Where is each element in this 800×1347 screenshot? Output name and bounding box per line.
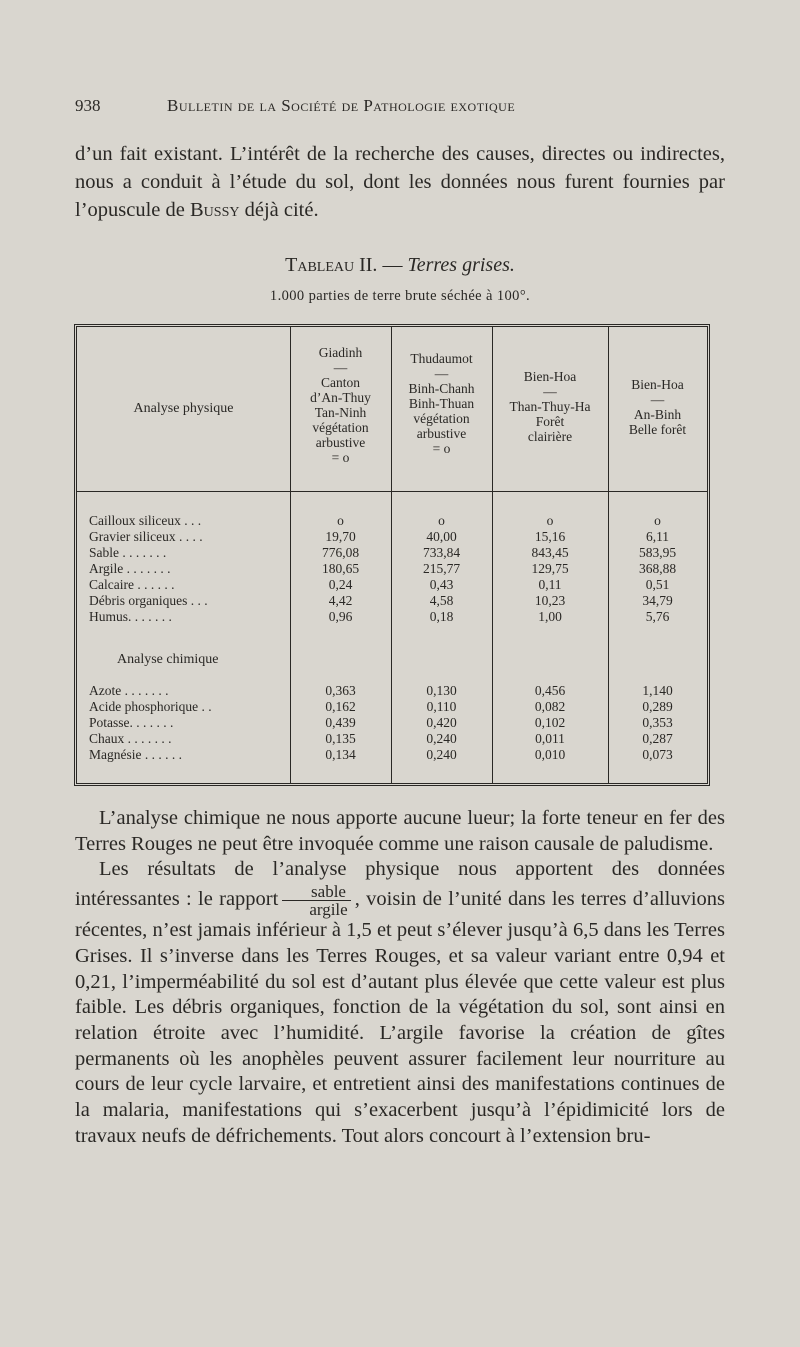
column-header-4 bbox=[608, 377, 707, 437]
cell: 129,75 bbox=[531, 561, 569, 576]
col4-line: An-Binh bbox=[633, 407, 682, 422]
cell: 0,073 bbox=[642, 747, 673, 762]
cell: o bbox=[654, 513, 661, 528]
cell: 34,79 bbox=[642, 593, 673, 608]
cell: 0,010 bbox=[534, 747, 566, 762]
cell: 0,11 bbox=[538, 577, 562, 592]
row-label: Azote . . . . . . . bbox=[89, 683, 169, 698]
fraction-denominator: argile bbox=[309, 900, 348, 920]
cell: 0,135 bbox=[325, 731, 356, 746]
col1-line: Tan-Ninh bbox=[314, 405, 367, 420]
cell: o bbox=[438, 513, 445, 528]
row-label: Argile . . . . . . . bbox=[89, 561, 171, 576]
cell: 10,23 bbox=[534, 593, 566, 608]
cell: 0,96 bbox=[328, 609, 353, 624]
physical-col-3 bbox=[492, 513, 608, 625]
cell: 583,95 bbox=[638, 545, 677, 560]
cell: 0,363 bbox=[325, 683, 356, 698]
row-label: Magnésie . . . . . . bbox=[89, 747, 182, 762]
cell: 0,456 bbox=[534, 683, 566, 698]
col2-line: Binh-Chanh bbox=[408, 381, 475, 396]
chemical-col-1 bbox=[290, 683, 391, 763]
col1-line: — bbox=[333, 360, 348, 375]
physical-row-labels bbox=[89, 513, 289, 625]
paragraph-2-start: Les résultats de l’analyse physique nous apportent des données intéressantes : le rapport bbox=[75, 858, 725, 911]
col1-line: Canton bbox=[321, 375, 360, 390]
col4-line: Bien-Hoa bbox=[631, 377, 684, 392]
cell: 15,16 bbox=[534, 529, 566, 544]
cell: o bbox=[546, 513, 554, 528]
row-label: Chaux . . . . . . . bbox=[89, 731, 172, 746]
sand-clay-ratio-fraction bbox=[282, 883, 350, 918]
intro-text-1: d’un fait existant. L’intérêt de la recherche des causes, directes ou indirectes, nous a conduit à l’étude du sol, dont les données nous furent fournies par l’opuscule de bbox=[75, 143, 725, 221]
cell: 6,11 bbox=[645, 529, 670, 544]
body-text bbox=[75, 806, 725, 1149]
column-header-3 bbox=[492, 369, 608, 444]
table-title-italic: Terres grises. bbox=[407, 254, 515, 276]
physical-col-2 bbox=[391, 513, 492, 625]
cell: 4,42 bbox=[328, 593, 353, 608]
cell: 0,43 bbox=[429, 577, 454, 592]
row-label: Gravier siliceux . . . . bbox=[89, 529, 203, 544]
col1-line: Giadinh bbox=[318, 345, 363, 360]
cell: 0,134 bbox=[325, 747, 356, 762]
col3-line: clairière bbox=[527, 429, 573, 444]
intro-text-2: déjà cité. bbox=[239, 199, 319, 221]
section-header-chemical: Analyse chimique bbox=[117, 652, 219, 667]
chemical-col-3 bbox=[492, 683, 608, 763]
cell: 0,011 bbox=[535, 731, 565, 746]
cell: 776,08 bbox=[321, 545, 360, 560]
table-title-dash: — bbox=[377, 254, 408, 276]
cell: 5,76 bbox=[645, 609, 670, 624]
cell: 1,140 bbox=[642, 683, 673, 698]
col2-line: végétation bbox=[413, 411, 470, 426]
col1-line: d’An-Thuy bbox=[310, 390, 371, 405]
cell: 0,24 bbox=[328, 577, 353, 592]
row-label: Potasse. . . . . . . bbox=[89, 715, 174, 730]
cell: 0,353 bbox=[642, 715, 673, 730]
paragraph-2-end: , voisin de l’unité dans les terres d’alluvions récentes, n’est jamais inférieur à 1,5 et peut s’élever jusqu’à 6,5 dans les Terres Grises. Il s’inverse dans les Terres Rouges, et sa valeur variant entre 0,94 et 0,21, l’imperméabilité du sol est d’autant plus élevée que cette valeur est plus faible. Les débris organiques, fonction de la végétation du sol, sont ainsi en relation étroite avec l’humidité. L’argile favorise la création de gîtes permanents où les anophèles peuvent assurer facilement leur nourriture au cours de leur cycle larvaire, et entretient ainsi des manifestations continues de la malaria, manifestations qui s’exacerbent jusqu’à l’épidimicité lors de travaux neufs de défrichements. Tout alors concourt à l’extension bru- bbox=[75, 888, 725, 1147]
col2-line: Thudaumot bbox=[410, 351, 473, 366]
col3-line: Bien-Hoa bbox=[523, 369, 577, 384]
cell: 0,240 bbox=[426, 731, 457, 746]
chemical-col-2 bbox=[391, 683, 492, 763]
row-label: Calcaire . . . . . . bbox=[89, 577, 175, 592]
col2-line: = o bbox=[432, 441, 451, 456]
col2-line: — bbox=[434, 366, 449, 381]
chemical-col-4 bbox=[608, 683, 707, 763]
running-header bbox=[75, 96, 725, 122]
physical-col-4 bbox=[608, 513, 707, 625]
col3-line: Than-Thuy-Ha bbox=[509, 399, 591, 414]
cell: o bbox=[337, 513, 344, 528]
cell: 19,70 bbox=[325, 529, 356, 544]
row-label: Humus. . . . . . . bbox=[89, 609, 172, 624]
col1-line: = o bbox=[331, 450, 350, 465]
row-label: Acide phosphorique . . bbox=[89, 699, 212, 714]
page-number: 938 bbox=[75, 96, 101, 115]
col2-line: arbustive bbox=[416, 426, 467, 441]
cell: 733,84 bbox=[422, 545, 461, 560]
soil-analysis-table bbox=[74, 324, 710, 786]
row-label: Cailloux siliceux . . . bbox=[89, 513, 202, 528]
table-subtitle: 1.000 parties de terre brute séchée à 100°. bbox=[269, 288, 531, 304]
column-header-1 bbox=[290, 345, 391, 465]
paragraph-2 bbox=[75, 857, 725, 1149]
cell: 0,420 bbox=[426, 715, 457, 730]
cell: 843,45 bbox=[531, 545, 569, 560]
cell: 0,18 bbox=[429, 609, 454, 624]
paragraph-1: L’analyse chimique ne nous apporte aucune lueur; la forte teneur en fer des Terres Rouges ne peut être invoquée comme une raison causale de paludisme. bbox=[75, 807, 725, 855]
col4-line: — bbox=[650, 392, 665, 407]
cell: 1,00 bbox=[538, 609, 562, 624]
cell: 0,287 bbox=[642, 731, 673, 746]
cell: 368,88 bbox=[638, 561, 677, 576]
cell: 0,162 bbox=[325, 699, 356, 714]
row-label: Débris organiques . . . bbox=[89, 593, 208, 608]
cell: 0,110 bbox=[426, 699, 457, 714]
author-name: Bussy bbox=[190, 199, 240, 221]
cell: 0,240 bbox=[426, 747, 457, 762]
cell: 0,102 bbox=[534, 715, 566, 730]
cell: 40,00 bbox=[426, 529, 457, 544]
running-title: Bulletin de la Société de Pathologie exotique bbox=[167, 96, 516, 115]
table-label: Tableau II. bbox=[285, 254, 378, 276]
cell: 4,58 bbox=[429, 593, 454, 608]
cell: 180,65 bbox=[321, 561, 360, 576]
table-title bbox=[0, 254, 800, 277]
col3-line: — bbox=[543, 384, 557, 399]
cell: 0,439 bbox=[325, 715, 356, 730]
col4-line: Belle forêt bbox=[628, 422, 687, 437]
col1-line: végétation bbox=[312, 420, 369, 435]
col3-line: Forêt bbox=[535, 414, 565, 429]
cell: 215,77 bbox=[422, 561, 461, 576]
chemical-row-labels bbox=[89, 683, 289, 763]
cell: 0,289 bbox=[642, 699, 673, 714]
physical-col-1 bbox=[290, 513, 391, 625]
intro-paragraph bbox=[75, 140, 725, 224]
cell: 0,51 bbox=[645, 577, 670, 592]
col2-line: Binh-Thuan bbox=[408, 396, 475, 411]
row-label: Sable . . . . . . . bbox=[89, 545, 167, 560]
row-header-physical: Analyse physique bbox=[133, 401, 234, 416]
column-header-2 bbox=[391, 351, 492, 456]
cell: 0,082 bbox=[534, 699, 566, 714]
fraction-numerator: sable bbox=[282, 883, 350, 901]
col1-line: arbustive bbox=[315, 435, 366, 450]
cell: 0,130 bbox=[426, 683, 457, 698]
